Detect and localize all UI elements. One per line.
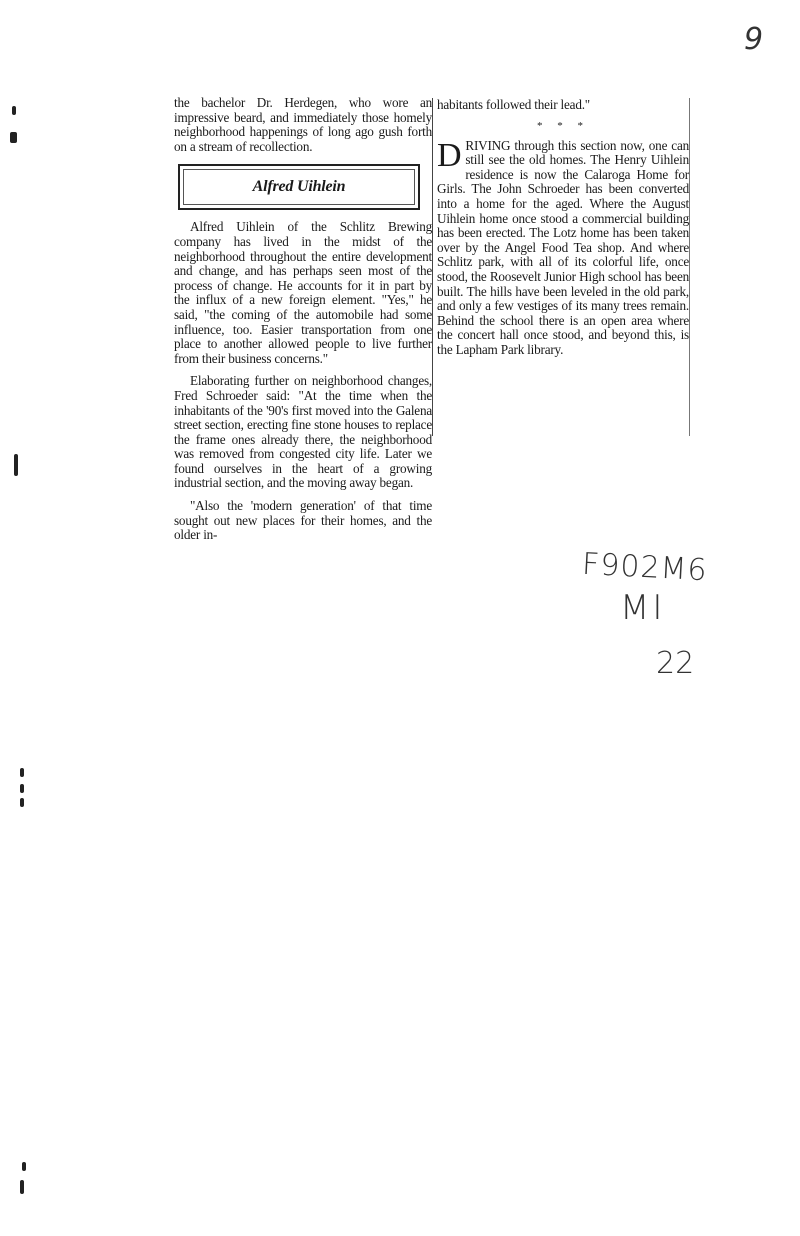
binding-mark bbox=[14, 454, 18, 476]
binding-mark bbox=[22, 1162, 26, 1171]
binding-mark bbox=[12, 106, 16, 115]
binding-mark bbox=[20, 784, 24, 793]
paragraph-uihlein: Alfred Uihlein of the Schlitz Brewing company has lived in the midst of the neighborhood throughout the entire development and change, and has perhaps seen most of the process of change. He accounts for it in part by the influx of a new foreign element. "Yes," he said, "the coming of the automobile had some influence, too. Easier transportation from one place to another allowed people to live further from their business concerns." bbox=[174, 219, 432, 366]
binding-mark bbox=[20, 1180, 24, 1194]
paragraph-driving-text: RIVING through this section now, one can still see the old homes. The Henry Uihlein residence is now the Calaroga Home for Girls. The John Schroeder has been converted into a home for the aged. Where the August Uihlein home once stood a commercial building has been erected. The Lotz home has been taken over by the Angel Food Tea shop. And where Schlitz park, with all of its colorful life, once stood, the Roosevelt Junior High school has been built. The hills have been leveled in the old park, and only a few vestiges of its many trees remain. Behind the school there is an open area where the concert hall once stood, and beyond this, is the Lapham Park library. bbox=[437, 137, 689, 357]
handwritten-initials: MI bbox=[620, 588, 666, 628]
subhead-box bbox=[178, 164, 420, 210]
page-number: 9 bbox=[744, 22, 764, 57]
right-column bbox=[432, 98, 690, 436]
section-separator: * * * bbox=[537, 119, 589, 132]
opening-paragraph: the bachelor Dr. Herdegen, who wore an impressive beard, and immediately those homely neighborhood happenings of long ago gush forth on a stream of recollection. bbox=[174, 95, 432, 154]
subhead: Alfred Uihlein bbox=[252, 178, 346, 196]
binding-mark bbox=[20, 798, 24, 807]
left-column bbox=[166, 96, 432, 543]
continuation-line: habitants followed their lead." bbox=[437, 97, 590, 112]
drop-cap: D bbox=[437, 136, 462, 174]
paragraph-schroeder: Elaborating further on neighborhood changes, Fred Schroeder said: "At the time when the inhabitants of the '90's first moved into the Galena street section, erecting fine stone houses to replace the frame ones already there, the neighborhood was removed from congested city life. Later we found ourselves in the heart of a growing industrial section, and the moving away began. bbox=[174, 373, 432, 491]
paragraph-modern-generation: "Also the 'modern generation' of that time sought out new places for their homes, and the older in- bbox=[174, 498, 432, 543]
binding-mark bbox=[10, 132, 17, 143]
handwritten-catalog-code: F902M6 bbox=[581, 546, 709, 589]
handwritten-number: 22 bbox=[656, 646, 695, 681]
paragraph-driving bbox=[437, 136, 689, 358]
binding-mark bbox=[20, 768, 24, 777]
